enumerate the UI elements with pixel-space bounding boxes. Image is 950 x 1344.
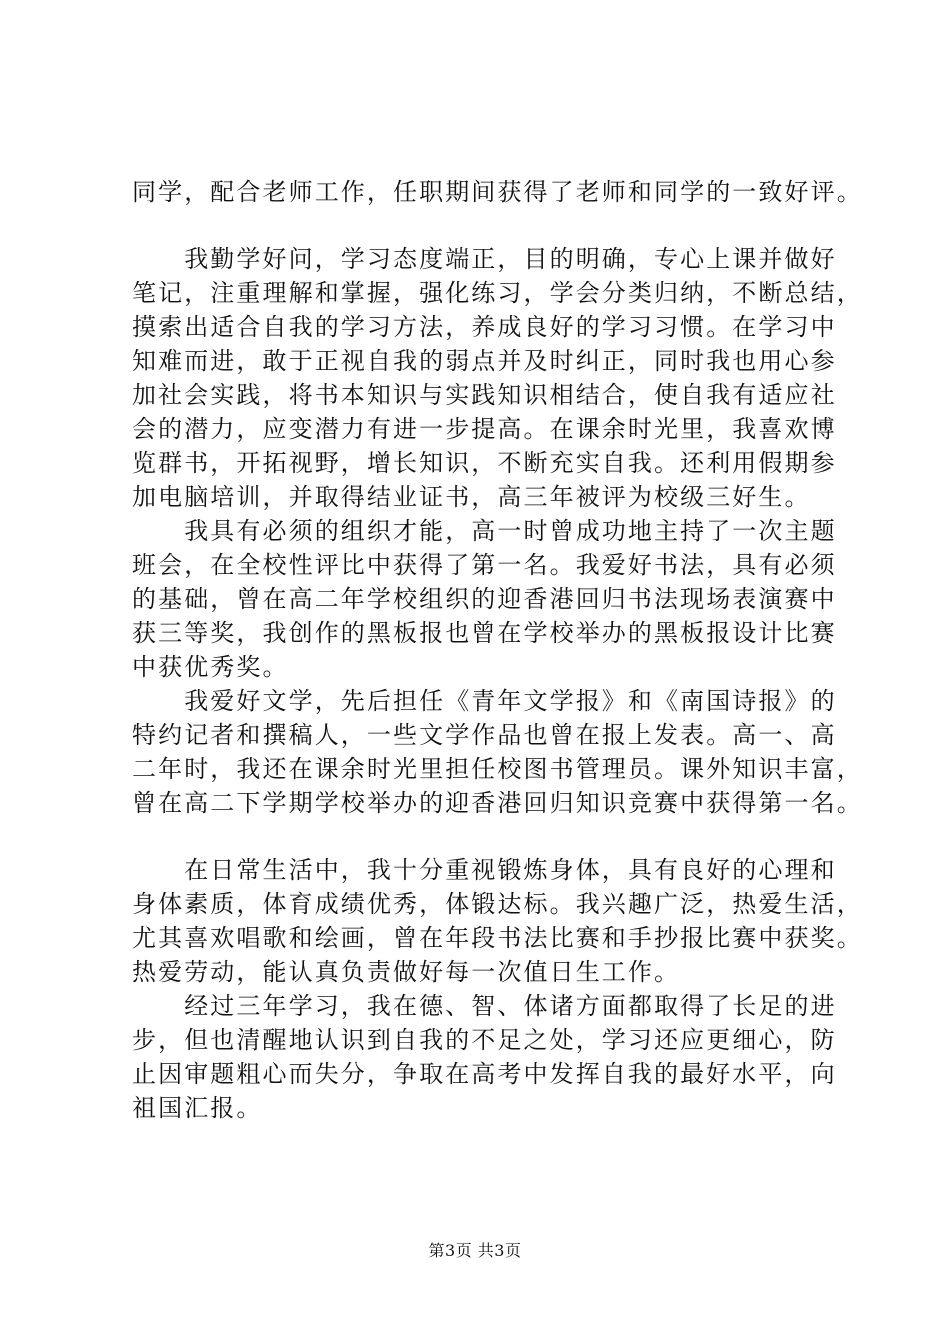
paragraph-line: 止因审题粗心而失分，争取在高考中发挥自我的最好水平，向 xyxy=(132,1060,837,1088)
paragraph-line: 二年时，我还在课余时光里担任校图书管理员。课外知识丰富， xyxy=(132,755,863,783)
paragraph-line: 尤其喜欢唱歌和绘画，曾在年段书法比赛和手抄报比赛中获奖。 xyxy=(132,924,863,952)
paragraph-line: 知难而进，敢于正视自我的弱点并及时纠正，同时我也用心参 xyxy=(132,347,837,375)
paragraph-line: 的基础，曾在高二年学校组织的迎香港回归书法现场表演赛中 xyxy=(132,585,837,613)
paragraph-line: 祖国汇报。 xyxy=(132,1094,263,1122)
paragraph-line: 经过三年学习，我在德、智、体诸方面都取得了长足的进 xyxy=(132,992,837,1020)
paragraph-line: 我爱好文学，先后担任《青年文学报》和《南国诗报》的 xyxy=(132,687,837,715)
paragraph-line: 同学，配合老师工作，任职期间获得了老师和同学的一致好评。 xyxy=(132,178,863,206)
paragraph-line: 在日常生活中，我十分重视锻炼身体，具有良好的心理和 xyxy=(132,856,837,884)
paragraph-line: 加电脑培训，并取得结业证书，高三年被评为校级三好生。 xyxy=(132,483,811,511)
paragraph-line: 览群书，开拓视野，增长知识，不断充实自我。还利用假期参 xyxy=(132,449,837,477)
paragraph-line: 步，但也清醒地认识到自我的不足之处，学习还应更细心，防 xyxy=(132,1026,837,1054)
paragraph-line: 中获优秀奖。 xyxy=(132,653,289,681)
paragraph-line: 加社会实践，将书本知识与实践知识相结合，使自我有适应社 xyxy=(132,381,837,409)
paragraph-line: 会的潜力，应变潜力有进一步提高。在课余时光里，我喜欢博 xyxy=(132,415,837,443)
paragraph-line: 我勤学好问，学习态度端正，目的明确，专心上课并做好 xyxy=(132,245,837,273)
paragraph-line: 笔记，注重理解和掌握，强化练习，学会分类归纳，不断总结， xyxy=(132,279,863,307)
paragraph-line: 身体素质，体育成绩优秀，体锻达标。我兴趣广泛，热爱生活， xyxy=(132,890,863,918)
paragraph-line: 摸索出适合自我的学习方法，养成良好的学习习惯。在学习中 xyxy=(132,313,837,341)
paragraph-line: 特约记者和撰稿人，一些文学作品也曾在报上发表。高一、高 xyxy=(132,721,837,749)
paragraph-line: 热爱劳动，能认真负责做好每一次值日生工作。 xyxy=(132,958,681,986)
paragraph-line: 曾在高二下学期学校举办的迎香港回归知识竞赛中获得第一名。 xyxy=(132,789,863,817)
page-number-footer: 第3页 共3页 xyxy=(428,1241,522,1260)
paragraph-line: 我具有必须的组织才能，高一时曾成功地主持了一次主题 xyxy=(132,517,837,545)
paragraph-line: 获三等奖，我创作的黑板报也曾在学校举办的黑板报设计比赛 xyxy=(132,619,837,647)
paragraph-line: 班会，在全校性评比中获得了第一名。我爱好书法，具有必须 xyxy=(132,551,837,579)
